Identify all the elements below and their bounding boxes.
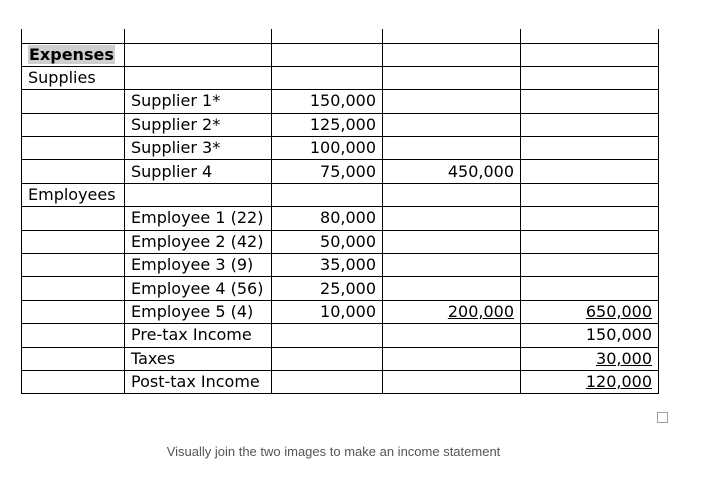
cell-text: Employees: [28, 185, 116, 205]
cell-text: 80,000: [320, 208, 376, 228]
cell-text: Employee 4 (56): [131, 278, 264, 298]
table-cell: [272, 43, 383, 66]
cell-text: Employee 3 (9): [131, 255, 254, 275]
table-cell: [125, 137, 272, 160]
cell-text: 100,000: [309, 138, 376, 158]
table-cell: [272, 137, 383, 160]
table-cell: [22, 113, 125, 136]
table-cell: [125, 113, 272, 136]
table-cell: [521, 300, 659, 323]
table-resize-handle[interactable]: [657, 412, 668, 423]
table-cell: [383, 277, 521, 300]
table-cell: [125, 254, 272, 277]
table-cell: [521, 137, 659, 160]
table-cell: [272, 300, 383, 323]
table-cell: [272, 324, 383, 347]
table-row: [22, 43, 659, 66]
table-cell: [272, 277, 383, 300]
table-cell: [521, 29, 659, 43]
table-row: [22, 137, 659, 160]
table-cell: [125, 347, 272, 370]
table-cell: [22, 183, 125, 206]
table-cell: [383, 43, 521, 66]
table-cell: [125, 90, 272, 113]
table-cell: [22, 230, 125, 253]
table-row: [22, 113, 659, 136]
table-cell: [383, 113, 521, 136]
table-cell: [383, 183, 521, 206]
cell-text: 125,000: [309, 114, 376, 134]
cell-text: Supplier 2*: [131, 114, 221, 134]
table-cell: [521, 90, 659, 113]
table-cell: [383, 90, 521, 113]
table-cell: [521, 207, 659, 230]
cell-text: Supplier 3*: [131, 138, 221, 158]
table-cell: [22, 347, 125, 370]
table-cell: [125, 183, 272, 206]
table-cell: [521, 347, 659, 370]
table-cell: [125, 43, 272, 66]
cell-text: Post-tax Income: [131, 372, 260, 392]
cell-text: 10,000: [320, 301, 376, 321]
table-cell: [383, 29, 521, 43]
cell-text: 150,000: [585, 325, 652, 345]
table-cell: [125, 300, 272, 323]
cell-text: Taxes: [131, 348, 176, 368]
table-cell: [383, 300, 521, 323]
table-cell: [521, 370, 659, 393]
cell-text: Employee 1 (22): [131, 208, 264, 228]
table-cell: [22, 66, 125, 89]
table-row: [22, 29, 659, 43]
table-cell: [272, 254, 383, 277]
table-cell: [383, 370, 521, 393]
table-cell: [383, 347, 521, 370]
table-cell: [272, 29, 383, 43]
table-cell: [272, 230, 383, 253]
cell-text: 75,000: [320, 161, 376, 181]
table-cell: [383, 137, 521, 160]
table-cell: [521, 66, 659, 89]
table-row: [22, 230, 659, 253]
table-cell: [22, 324, 125, 347]
table-cell: [272, 160, 383, 183]
cell-text: Employee 2 (42): [131, 231, 264, 251]
table-cell: [383, 66, 521, 89]
table-cell: [272, 207, 383, 230]
cell-text: 200,000: [447, 301, 514, 321]
cell-text: 450,000: [447, 161, 514, 181]
table-cell: [383, 254, 521, 277]
table-cell: [383, 230, 521, 253]
cell-text: Supplies: [28, 68, 96, 88]
table-cell: [272, 66, 383, 89]
cell-text: Expenses: [29, 44, 114, 64]
table-cell: [22, 300, 125, 323]
table-row: [22, 160, 659, 183]
table-row: [22, 300, 659, 323]
table-cell: [125, 66, 272, 89]
table-cell: [125, 160, 272, 183]
table-cell: [521, 230, 659, 253]
table-cell: [125, 370, 272, 393]
table-row: [22, 66, 659, 89]
cell-text: 25,000: [320, 278, 376, 298]
table-cell: [22, 43, 125, 66]
table-cell: [125, 207, 272, 230]
table-cell: [521, 43, 659, 66]
table-cell: [125, 324, 272, 347]
table-cell: [272, 90, 383, 113]
table-cell: [521, 113, 659, 136]
table-row: [22, 207, 659, 230]
table-cell: [272, 370, 383, 393]
table-cell: [383, 207, 521, 230]
table-cell: [22, 277, 125, 300]
cell-text: 150,000: [309, 91, 376, 111]
table-cell: [383, 324, 521, 347]
cell-text: 30,000: [596, 348, 652, 368]
cell-text: Pre-tax Income: [131, 325, 252, 345]
table-row: [22, 277, 659, 300]
table-cell: [521, 160, 659, 183]
table-cell: [521, 277, 659, 300]
cell-text: 35,000: [320, 255, 376, 275]
table-cell: [521, 183, 659, 206]
cell-text: Supplier 4: [131, 161, 213, 181]
cell-text: Employee 5 (4): [131, 301, 254, 321]
table-row: [22, 324, 659, 347]
table-cell: [383, 160, 521, 183]
table-cell: [125, 29, 272, 43]
cell-text: 50,000: [320, 231, 376, 251]
table-cell: [272, 347, 383, 370]
table-cell: [22, 370, 125, 393]
table-row: [22, 90, 659, 113]
table-cell: [272, 113, 383, 136]
table-cell: [125, 277, 272, 300]
table-cell: [22, 160, 125, 183]
table-row: [22, 347, 659, 370]
table-cell: [22, 137, 125, 160]
table-cell: [22, 29, 125, 43]
cell-text: Supplier 1*: [131, 91, 221, 111]
income-statement-table: [21, 29, 659, 394]
cell-text: 120,000: [585, 372, 652, 392]
table-row: [22, 183, 659, 206]
table-cell: [22, 254, 125, 277]
table-row: [22, 370, 659, 393]
image-caption: Visually join the two images to make an income statement: [166, 444, 501, 459]
table-row: [22, 254, 659, 277]
cell-text: 650,000: [585, 301, 652, 321]
table-cell: [125, 230, 272, 253]
table-cell: [521, 324, 659, 347]
table-cell: [22, 207, 125, 230]
table-cell: [272, 183, 383, 206]
table-cell: [22, 90, 125, 113]
table-cell: [521, 254, 659, 277]
